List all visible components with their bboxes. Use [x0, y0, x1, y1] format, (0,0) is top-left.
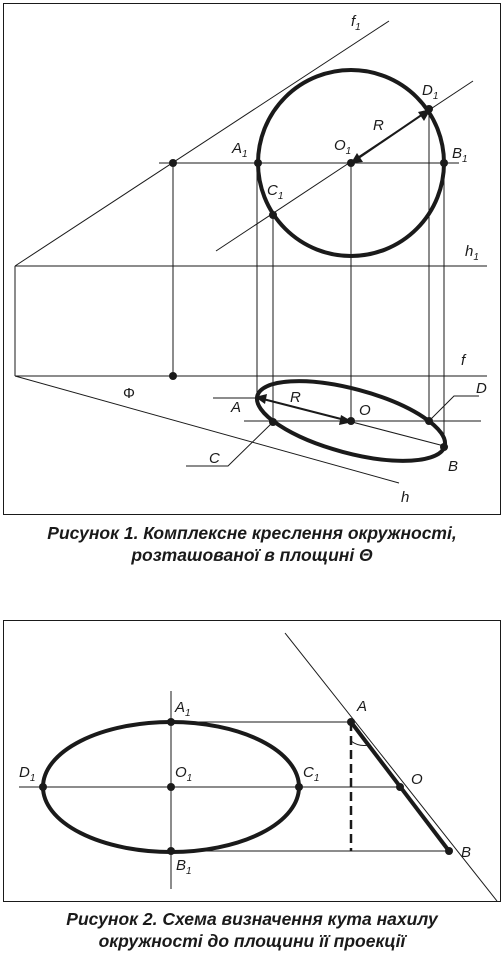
point-b	[445, 847, 453, 855]
radius-arrow-top	[357, 114, 423, 159]
point-d1	[425, 105, 433, 113]
label-r-bottom: R	[290, 389, 301, 406]
label-o1: $O_1$	[175, 764, 193, 784]
label-f: f	[461, 352, 466, 369]
point-o	[396, 783, 404, 791]
radius-arrow-bottom	[263, 399, 345, 420]
point-b	[440, 443, 448, 451]
line-f1	[15, 21, 389, 266]
point-a1	[254, 159, 262, 167]
point-c	[269, 418, 277, 426]
figure-1-caption-line-2: розташованої в площині Θ	[131, 545, 373, 565]
label-o1: $O_1$	[334, 137, 352, 157]
point-a1	[167, 718, 175, 726]
label-a1: $A_1$	[232, 140, 248, 160]
point-construction-top	[169, 159, 177, 167]
label-b: B	[448, 458, 459, 475]
point-c1	[269, 211, 277, 219]
point-o1	[167, 783, 175, 791]
label-a: A	[231, 399, 242, 416]
label-c1: $C_1$	[303, 764, 320, 784]
label-a: A	[357, 698, 368, 715]
figure-1-frame	[3, 3, 501, 515]
label-phi: Φ	[123, 385, 135, 402]
point-a	[347, 718, 355, 726]
label-o: O	[411, 771, 423, 788]
label-c: C	[209, 450, 220, 467]
line-c1-d1	[216, 81, 473, 251]
label-b1: $B_1$	[452, 145, 468, 165]
label-h: h	[401, 489, 410, 506]
line-h	[15, 376, 399, 483]
label-f1: $f_1$	[351, 13, 361, 33]
label-d1: $D_1$	[422, 82, 439, 102]
label-c1: $C_1$	[267, 182, 284, 202]
label-r-top: R	[373, 117, 384, 134]
point-construction-bottom	[169, 372, 177, 380]
figure-2-drawing	[4, 621, 500, 901]
label-d1: $D_1$	[19, 764, 36, 784]
label-o: O	[359, 402, 371, 419]
figure-2-caption-line-1: Рисунок 2. Схема визначення кута нахилу	[66, 909, 438, 929]
leader-d	[429, 396, 479, 421]
label-b1: $B_1$	[176, 857, 192, 877]
label-a1: $A_1$	[175, 699, 191, 719]
point-o1	[347, 159, 355, 167]
point-o	[347, 417, 355, 425]
point-b1	[440, 159, 448, 167]
point-b1	[167, 847, 175, 855]
figure-1-caption	[0, 522, 504, 566]
point-d	[425, 417, 433, 425]
label-h1: $h_1$	[465, 243, 479, 263]
figure-2-caption-line-2: окружності до площини її проекції	[98, 931, 406, 951]
label-d: D	[476, 380, 487, 397]
figure-1-caption-line-1: Рисунок 1. Комплексне креслення окружності,	[47, 523, 457, 543]
label-b: B	[461, 844, 472, 861]
figure-2-caption	[0, 908, 504, 952]
point-d1	[39, 783, 47, 791]
point-c1	[295, 783, 303, 791]
figure-1-drawing	[4, 4, 500, 514]
figure-2-frame	[3, 620, 501, 902]
